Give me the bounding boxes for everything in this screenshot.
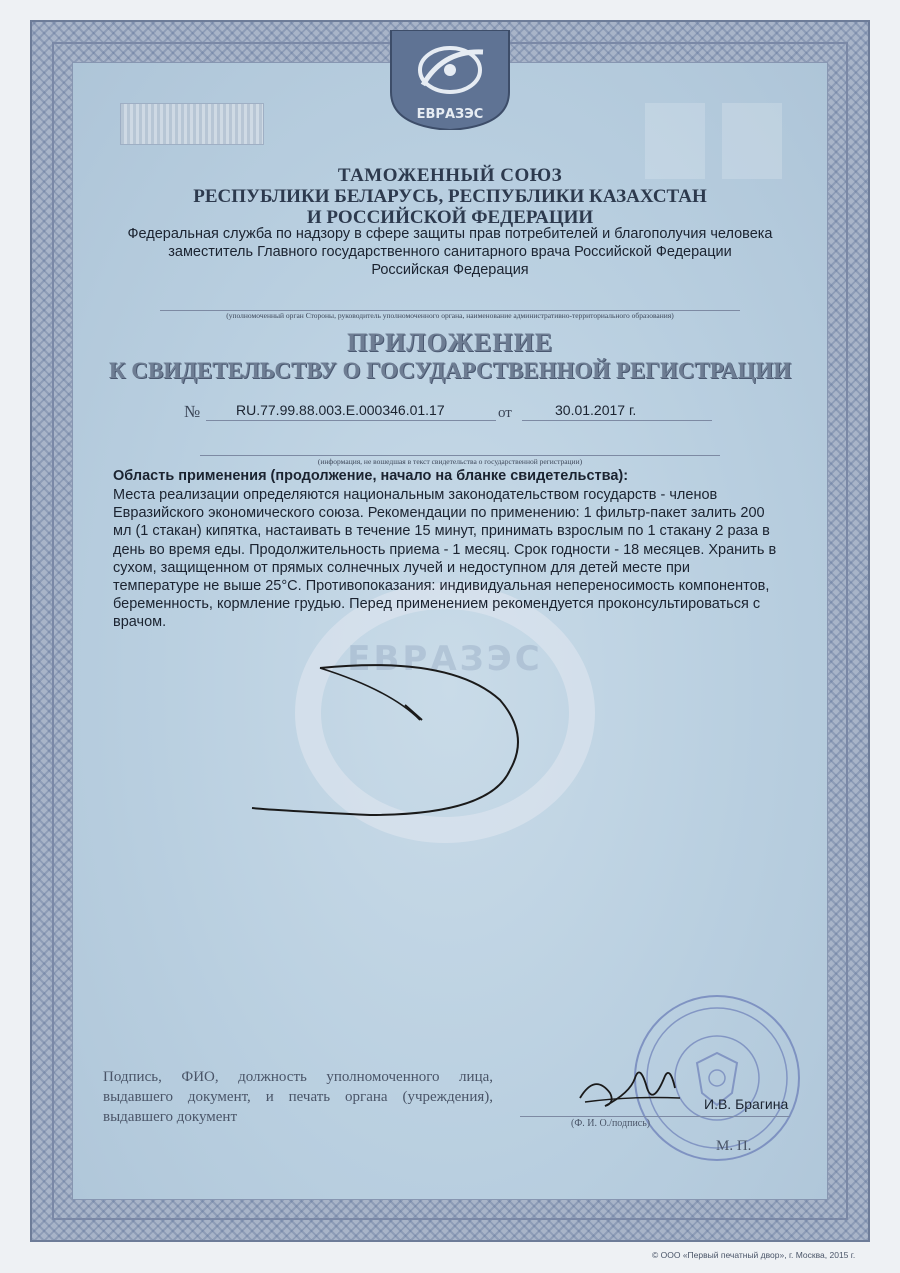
printer-footer: © ООО «Первый печатный двор», г. Москва, 2015 г.: [652, 1250, 856, 1260]
section-line: сухом, защищенном от прямых солнечных лучей и недоступном для детей месте при: [113, 559, 690, 576]
section-line: Места реализации определяются национальным законодательством государств - членов: [113, 487, 718, 503]
section-line: мл (1 стакан) кипятка, настаивать в течение 15 минут, принимать взрослым по 1 стакану 2 раза в: [113, 523, 770, 540]
info-hint: (информация, не вошедшая в текст свидетельства о государственной регистрации): [317, 457, 583, 466]
document-title-line-2: К СВИДЕТЕЛЬСТВУ О ГОСУДАРСТВЕННОЙ РЕГИСТРАЦИИ: [108, 358, 792, 383]
fio-label: (Ф. И. О./подпись): [571, 1118, 651, 1129]
registration-row: [0, 400, 900, 426]
watermark-text: ЕВРАЗЭС: [347, 639, 543, 679]
authority-line-1: Федеральная служба по надзору в сфере защиты прав потребителей и благополучия человека: [127, 226, 773, 242]
section-line: Евразийского экономического союза. Рекомендации по применению: 1 фильтр-пакет залить 200: [113, 505, 765, 522]
date-underline: [522, 420, 712, 421]
registration-number: RU.77.99.88.003.E.000346.01.17: [236, 402, 445, 418]
document-title-line-1: ПРИЛОЖЕНИЕ: [346, 328, 554, 357]
section-line: температуре не выше 25°С. Противопоказания: индивидуальная непереносимость компонентов,: [113, 578, 770, 595]
section-title: Область применения (продолжение, начало на бланке свидетельства):: [113, 468, 629, 484]
authority-line-3: Российская Федерация: [371, 262, 529, 278]
eurasec-emblem-icon: [383, 30, 517, 130]
signer-name: И.В. Брагина: [704, 1096, 789, 1112]
info-rule: [200, 455, 720, 456]
signature-line: [520, 1116, 790, 1117]
number-sign: №: [184, 402, 201, 421]
signature-label: Подпись, ФИО, должность уполномоченного лица, выдавшего документ, и печать органа (учреждения), выдавшего документ: [103, 1069, 493, 1125]
authority-line-2: заместитель Главного государственного санитарного врача Российской Федерации: [168, 244, 732, 260]
header-line-1: ТАМОЖЕННЫЙ СОЮЗ: [337, 165, 563, 186]
from-label: от: [498, 405, 512, 421]
logo-label: ЕВРАЗЭС: [416, 107, 484, 122]
signature-scribble-icon: [250, 660, 580, 830]
authority-hint: (уполномоченный орган Стороны, руководитель уполномоченного органа, наименование административно-территориального образования): [226, 311, 674, 320]
section-text: [113, 486, 793, 632]
header-line-3: И РОССИЙСКОЙ ФЕДЕРАЦИИ: [306, 207, 594, 228]
handwritten-signature-icon: [575, 1058, 685, 1118]
seal-place-label: М. П.: [716, 1138, 752, 1154]
section-line: беременность, кормление грудью. Перед применением рекомендуется проконсультироваться с: [113, 596, 761, 613]
section-line: день во время еды. Продолжительность приема - 1 месяц. Срок годности - 18 месяцев. Хранить в: [113, 541, 777, 558]
section-line: врачом.: [113, 614, 167, 631]
registration-date: 30.01.2017 г.: [555, 402, 637, 418]
header-line-2: РЕСПУБЛИКИ БЕЛАРУСЬ, РЕСПУБЛИКИ КАЗАХСТАН: [193, 186, 707, 207]
number-underline: [206, 420, 496, 421]
hologram-strip: [120, 103, 264, 145]
section-body: [113, 467, 793, 632]
